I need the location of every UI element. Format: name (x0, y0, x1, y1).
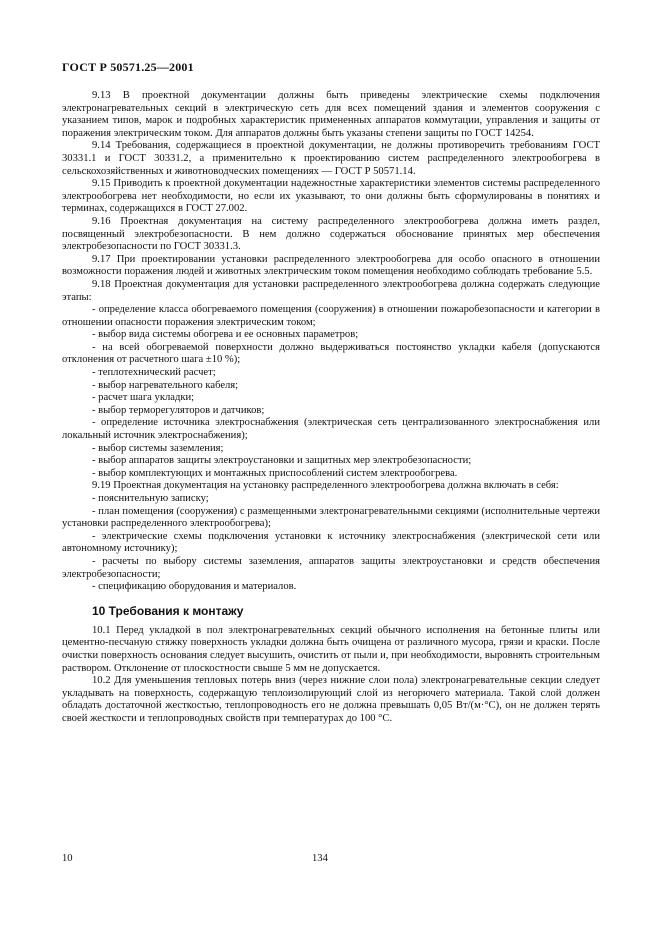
document-body (62, 90, 600, 726)
sheet-number: 134 (312, 853, 328, 864)
paragraph-9-17: 9.17 При проектировании установки распределенного электрообогрева для особо опасного в отношении возможности поражения людей и животных электрическим током помещения необходимо соблюдать требование 5.5. (62, 253, 600, 278)
list-item: - пояснительную записку; (92, 493, 209, 504)
document-header: ГОСТ Р 50571.25—2001 (62, 60, 194, 74)
list-item: - выбор нагревательного кабеля; (92, 379, 239, 391)
paragraph-9-15: 9.15 Приводить к проектной документации надежностные характеристики элементов системы распределенного электрообогрева нет необходимости, но если их указывают, то они должны быть сформулированы в понятиях и терминах, содержащихся в ГОСТ 27.002. (62, 178, 600, 215)
paragraph-9-13: 9.13 В проектной документации должны быть приведены электрические схемы подключения электронагревательных секций в электрическую сеть для всех помещений здания и элементов сооружения с указанием типов, марок и подробных характеристик примененных аппаратов коммутации, управления и защиты от поражения электрическим током. Для аппаратов должны быть указаны степени защиты по ГОСТ 14254. (62, 90, 600, 139)
paragraph-9-16: 9.16 Проектная документация на систему распределенного электрообогрева должна иметь раздел, посвященный электробезопасности. В нем должно содержаться обоснование принятых мер обеспечения электробезопасности по ГОСТ 30331.3. (62, 215, 600, 253)
list-item: - теплотехнический расчет; (92, 367, 216, 379)
section-heading: 10 Требования к монтажу (92, 603, 244, 618)
list-item: - план помещения (сооружения) с размещенными электронагревательными секциями (исполнительные чертежи установки распределенного электрообогрева); (62, 505, 600, 530)
paragraph-10-1: 10.1 Перед укладкой в пол электронагревательных секций обычного исполнения на бетонные плиты или цементно-песчаную стяжку поверхность укладки должна быть очищена от различного мусора, грязи и краски. После очистки поверхность основания следует высушить, очистить от пыли и, при необходимости, выровнять строительным раствором. Отклонение от плоскостности свыше 5 мм не допускается. (62, 624, 600, 674)
paragraph-9-18: 9.18 Проектная документация для установки распределенного электрообогрева должна содержать следующие этапы: (62, 278, 600, 303)
list-item: - выбор вида системы обогрева и ее основных параметров; (92, 329, 359, 341)
list-item: - на всей обогреваемой поверхности должно выдерживаться постоянство укладки кабеля (допускаются отклонения от расчетного шага ±10 %); (62, 341, 600, 366)
page-number: 10 (62, 853, 73, 864)
list-item: - расчеты по выбору системы заземления, аппаратов защиты электроустановки и средств обеспечения электробезопасности; (62, 555, 600, 580)
list-item: - выбор терморегуляторов и датчиков; (92, 404, 265, 416)
list-item: - определение класса обогреваемого помещения (сооружения) в отношении пожаробезопасности и категории в отношении опасности поражения электрическим током; (62, 304, 600, 328)
paragraph-9-14: 9.14 Требования, содержащиеся в проектной документации, не должны противоречить требованиям ГОСТ 30331.1 и ГОСТ 30331.2, а применительно к проектированию систем распределенного электрообогрева в сельскохозяйственных и животноводческих помещениях — ГОСТ Р 50571.14. (62, 140, 600, 177)
list-item: - спецификацию оборудования и материалов. (92, 581, 297, 593)
list-item: - электрические схемы подключения установки к источнику электроснабжения (электрической сети или автономному источнику); (62, 530, 600, 555)
list-item: - выбор аппаратов защиты электроустановки и защитных мер электробезопасности; (92, 455, 472, 467)
list-item: - расчет шага укладки; (92, 392, 195, 404)
list-item: - выбор комплектующих и монтажных приспособлений систем электрообогрева. (92, 467, 458, 479)
paragraph-9-19: 9.19 Проектная документация на установку распределенного электрообогрева должна включать в себя: (92, 480, 559, 492)
list-item: - выбор системы заземления; (92, 442, 224, 454)
paragraph-10-2: 10.2 Для уменьшения тепловых потерь вниз (через нижние слои пола) электронагревательные секции следует укладывать на поверхность, содержащую теплоизолирующий слой из негорючего материала. Такой слой должен обладать достаточной жесткостью, теплопроводность его не должна превышать 0,05 Вт/(м·°С), он не должен терять своей жесткости и теплопроводных свойств при температурах до 100 °С. (62, 675, 600, 724)
list-item: - определение источника электроснабжения (электрическая сеть централизованного электроснабжения или локальный источник электроснабжения); (62, 417, 600, 442)
